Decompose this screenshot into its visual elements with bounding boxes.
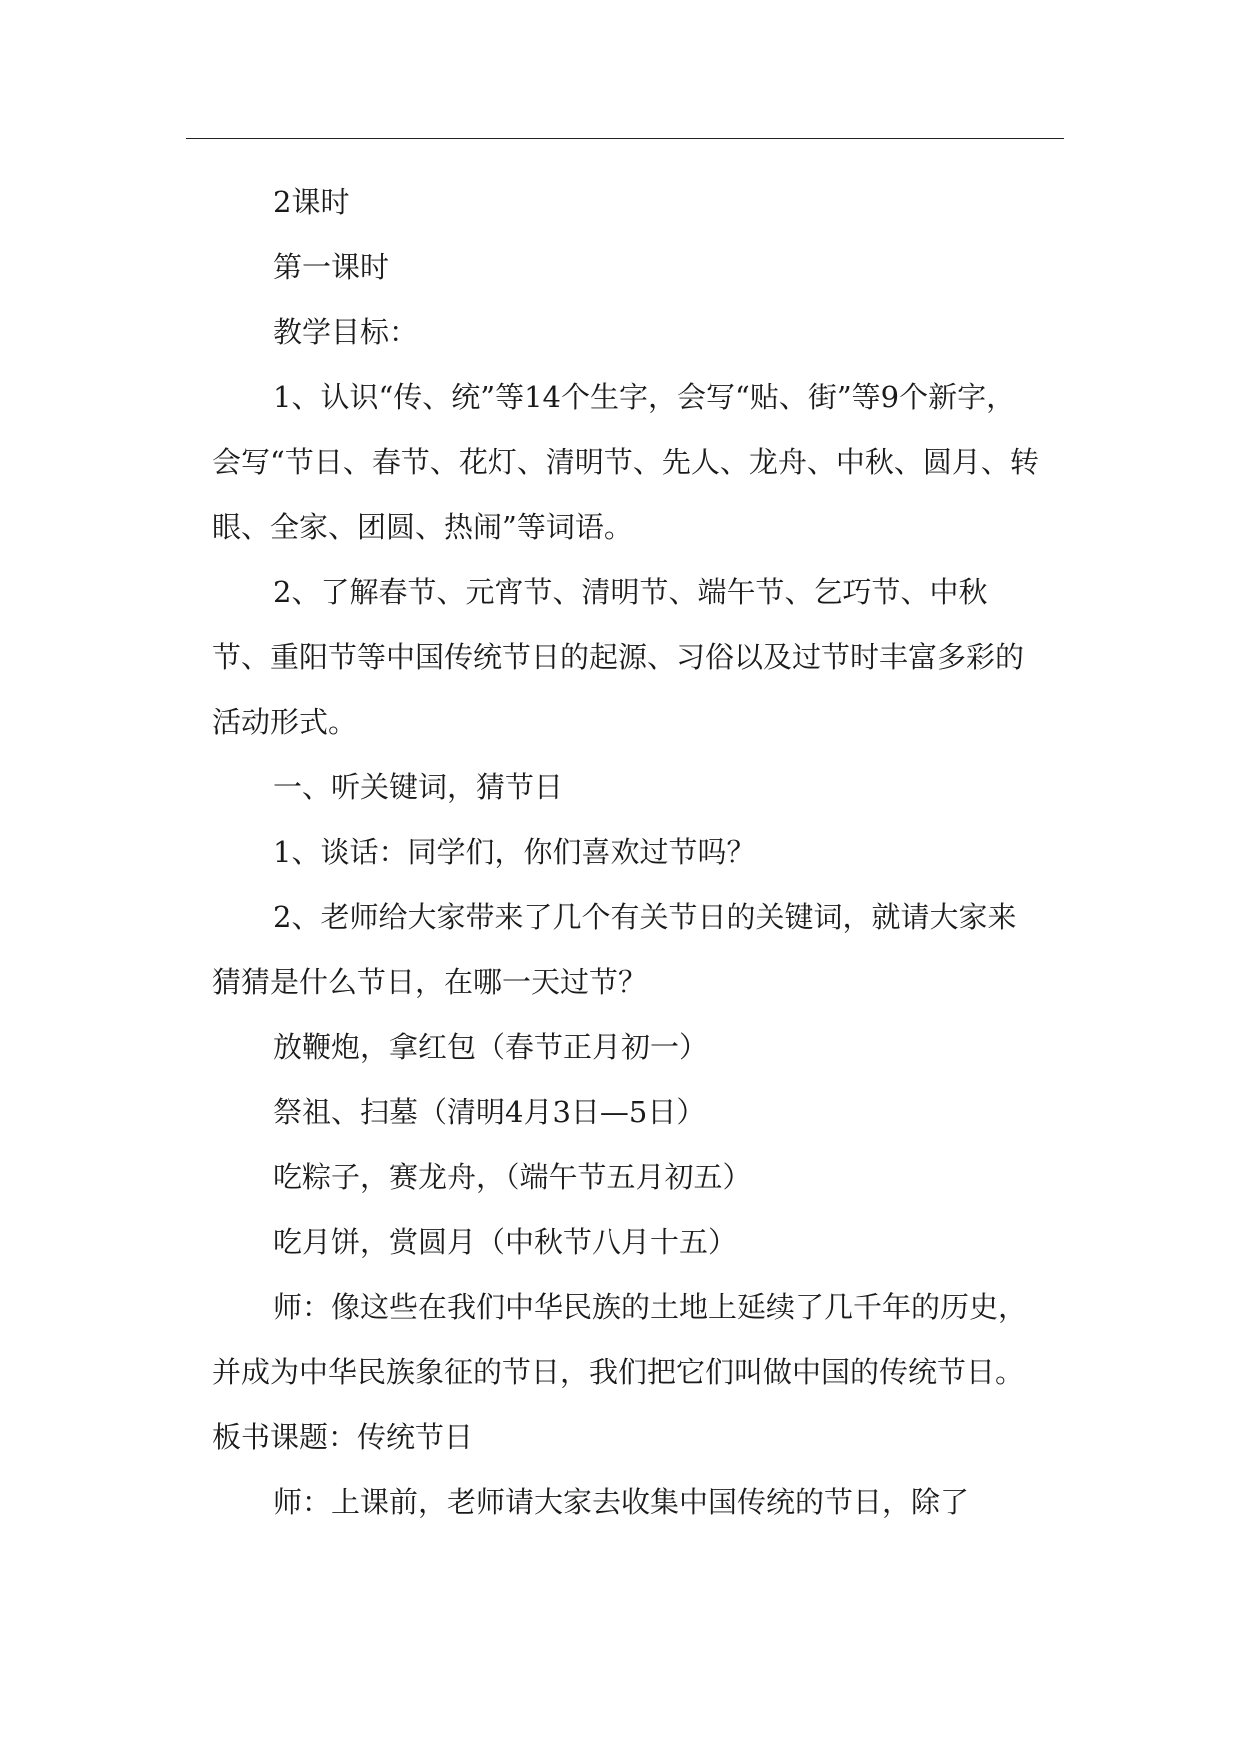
paragraph: 2、老师给大家带来了几个有关节日的关键词，就请大家来猜猜是什么节日，在哪一天过节？ — [212, 900, 1017, 999]
paragraph: 一、听关键词，猜节日 — [273, 770, 564, 804]
paragraph: 1、谈话：同学们，你们喜欢过节吗？ — [273, 835, 756, 869]
paragraph: 2课时 — [273, 185, 350, 219]
paragraph: 吃粽子，赛龙舟，（端午节五月初五） — [273, 1160, 752, 1194]
document-body — [212, 170, 1044, 1535]
paragraph: 师：上课前，老师请大家去收集中国传统的节日，除了 — [273, 1485, 970, 1519]
paragraph: 祭祖、扫墓（清明4月3日—5日） — [273, 1095, 706, 1129]
paragraph: 2、了解春节、元宵节、清明节、端午节、乞巧节、中秋节、重阳节等中国传统节日的起源、习俗以及过节时丰富多彩的活动形式。 — [212, 575, 1025, 739]
paragraph: 吃月饼，赏圆月（中秋节八月十五） — [273, 1225, 738, 1259]
paragraph: 教学目标： — [273, 315, 419, 349]
header-rule — [186, 138, 1064, 139]
paragraph: 师：像这些在我们中华民族的土地上延续了几千年的历史，并成为中华民族象征的节日，我们把它们叫做中国的传统节日。板书课题：传统节日 — [212, 1290, 1028, 1454]
paragraph: 1、认识“传、统”等14个生字，会写“贴、街”等9个新字，会写“节日、春节、花灯、清明节、先人、龙舟、中秋、圆月、转眼、全家、团圆、热闹”等词语。 — [212, 380, 1039, 544]
paragraph: 放鞭炮，拿红包（春节正月初一） — [273, 1030, 709, 1064]
paragraph: 第一课时 — [273, 250, 390, 284]
